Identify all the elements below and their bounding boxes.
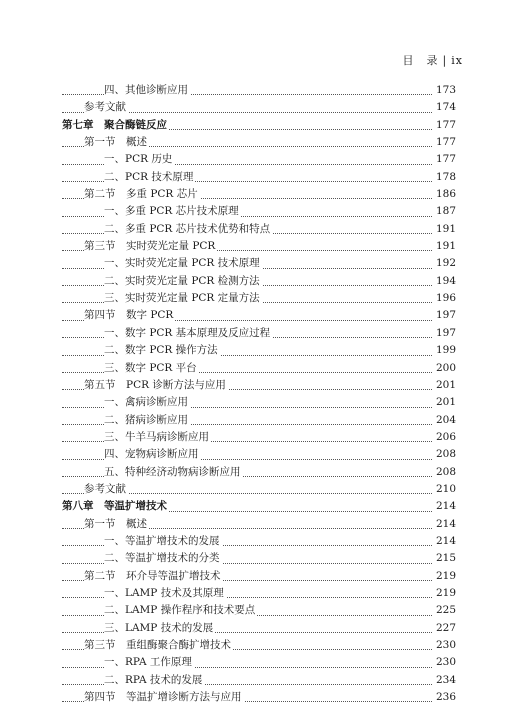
toc-entry-title: 四、其他诊断应用 bbox=[104, 82, 190, 99]
toc-entry-title: 一、等温扩增技术的发展 bbox=[104, 533, 222, 550]
toc-entry-page: 201 bbox=[435, 377, 456, 394]
toc-entry-page: 219 bbox=[435, 568, 456, 585]
toc-entry-page: 178 bbox=[435, 169, 456, 186]
toc-entry bbox=[62, 82, 456, 99]
toc-entry-page: 191 bbox=[435, 221, 456, 238]
toc-entry-page: 187 bbox=[435, 203, 456, 220]
toc-entry bbox=[62, 550, 456, 567]
toc-entry-title: 二、实时荧光定量 PCR 检测方法 bbox=[104, 273, 262, 290]
toc-entry bbox=[62, 255, 456, 272]
toc-entry-title: 一、RPA 工作原理 bbox=[104, 654, 194, 671]
toc-entry-page: 186 bbox=[435, 186, 456, 203]
toc-entry-page: 192 bbox=[435, 255, 456, 272]
toc-entry bbox=[62, 117, 456, 134]
toc-entry-page: 208 bbox=[435, 446, 456, 463]
toc-entry bbox=[62, 672, 456, 689]
toc-entry bbox=[62, 221, 456, 238]
toc-entry bbox=[62, 307, 456, 324]
toc-entry-title: 二、多重 PCR 芯片技术优势和特点 bbox=[104, 221, 272, 238]
toc-entry-title: 二、等温扩增技术的分类 bbox=[104, 550, 222, 567]
toc-entry-page: 215 bbox=[435, 550, 456, 567]
toc-entry-page: 197 bbox=[435, 307, 456, 324]
toc-entry-page: 200 bbox=[435, 360, 456, 377]
toc-entry-title: 三、实时荧光定量 PCR 定量方法 bbox=[104, 290, 262, 307]
toc-entry bbox=[62, 203, 456, 220]
toc-entry-title: 第一节 概述 bbox=[84, 516, 149, 533]
toc-entry-title: 第三节 实时荧光定量 PCR bbox=[84, 238, 217, 255]
toc-entry-page: 177 bbox=[435, 134, 456, 151]
toc-entry-page: 214 bbox=[435, 533, 456, 550]
toc-entry-page: 191 bbox=[435, 238, 456, 255]
toc-entry bbox=[62, 637, 456, 654]
toc-entry bbox=[62, 689, 456, 706]
toc-entry-title: 第四节 等温扩增诊断方法与应用 bbox=[84, 689, 244, 706]
toc-entry bbox=[62, 273, 456, 290]
toc-entry-title: 第五节 PCR 诊断方法与应用 bbox=[84, 377, 228, 394]
toc-entry-title: 一、多重 PCR 芯片技术原理 bbox=[104, 203, 241, 220]
toc-entry-title: 第三节 重组酶聚合酶扩增技术 bbox=[84, 637, 233, 654]
toc-entry-page: 199 bbox=[435, 342, 456, 359]
toc-entry-title: 二、LAMP 操作程序和技术要点 bbox=[104, 602, 257, 619]
header-title: 目 录 bbox=[402, 54, 439, 67]
toc-entry-page: 173 bbox=[435, 82, 456, 99]
toc-entry-page: 194 bbox=[435, 273, 456, 290]
toc-entry-title: 一、实时荧光定量 PCR 技术原理 bbox=[104, 255, 262, 272]
toc-entry-title: 第四节 数字 PCR bbox=[84, 307, 175, 324]
toc-entry bbox=[62, 238, 456, 255]
toc-entry bbox=[62, 360, 456, 377]
toc-entry-page: 210 bbox=[435, 481, 456, 498]
toc-entry-page: 230 bbox=[435, 654, 456, 671]
toc-entry-page: 204 bbox=[435, 412, 456, 429]
toc-entry bbox=[62, 377, 456, 394]
toc-entry-title: 第一节 概述 bbox=[84, 134, 149, 151]
toc-entry-title: 第二节 多重 PCR 芯片 bbox=[84, 186, 200, 203]
toc-entry-title: 一、PCR 历史 bbox=[104, 151, 174, 168]
toc-entry-page: 208 bbox=[435, 464, 456, 481]
toc-entry bbox=[62, 533, 456, 550]
toc-entry-page: 196 bbox=[435, 290, 456, 307]
toc-entry-title: 二、猪病诊断应用 bbox=[104, 412, 190, 429]
toc-entry-title: 三、LAMP 技术的发展 bbox=[104, 620, 215, 637]
toc-entry bbox=[62, 394, 456, 411]
toc-entry-title: 第八章 等温扩增技术 bbox=[62, 498, 169, 515]
toc-entry bbox=[62, 342, 456, 359]
toc-entry-page: 174 bbox=[435, 99, 456, 116]
toc-entry bbox=[62, 186, 456, 203]
toc-entry bbox=[62, 151, 456, 168]
toc-entry bbox=[62, 429, 456, 446]
toc-entry-title: 四、宠物病诊断应用 bbox=[104, 446, 201, 463]
toc-entry-page: 197 bbox=[435, 325, 456, 342]
toc-entry bbox=[62, 446, 456, 463]
toc-entry-page: 227 bbox=[435, 620, 456, 637]
toc-entry-title: 二、RPA 技术的发展 bbox=[104, 672, 204, 689]
header-separator: | bbox=[442, 54, 448, 67]
toc-entry-page: 177 bbox=[435, 151, 456, 168]
header-page-number: ix bbox=[451, 54, 463, 67]
toc-entry-title: 三、牛羊马病诊断应用 bbox=[104, 429, 211, 446]
toc-entry-title: 第二节 环介导等温扩增技术 bbox=[84, 568, 223, 585]
toc-entry bbox=[62, 464, 456, 481]
toc-entry bbox=[62, 602, 456, 619]
toc-entry-page: 230 bbox=[435, 637, 456, 654]
toc-entry-title: 第七章 聚合酶链反应 bbox=[62, 117, 169, 134]
toc-entry-title: 二、PCR 技术原理 bbox=[104, 169, 195, 186]
toc-entry bbox=[62, 325, 456, 342]
toc-entry-title: 五、特种经济动物病诊断应用 bbox=[104, 464, 243, 481]
toc-entry-page: 234 bbox=[435, 672, 456, 689]
toc-entry-page: 236 bbox=[435, 689, 456, 706]
toc-entry bbox=[62, 654, 456, 671]
toc-entry-title: 参考文献 bbox=[84, 481, 128, 498]
toc-entry-page: 214 bbox=[435, 498, 456, 515]
toc-entry bbox=[62, 568, 456, 585]
toc-entry bbox=[62, 290, 456, 307]
toc-entry-page: 206 bbox=[435, 429, 456, 446]
toc-entry-title: 一、LAMP 技术及其原理 bbox=[104, 585, 226, 602]
toc-entry bbox=[62, 99, 456, 116]
toc-entry-title: 三、数字 PCR 平台 bbox=[104, 360, 199, 377]
toc-entry-page: 225 bbox=[435, 602, 456, 619]
toc-entry bbox=[62, 134, 456, 151]
toc-entry-page: 219 bbox=[435, 585, 456, 602]
toc-entry bbox=[62, 481, 456, 498]
toc-entry bbox=[62, 169, 456, 186]
running-header bbox=[403, 52, 463, 68]
toc-entry-page: 201 bbox=[435, 394, 456, 411]
toc-entry bbox=[62, 585, 456, 602]
toc-entry bbox=[62, 620, 456, 637]
toc-entry bbox=[62, 412, 456, 429]
toc-entry-title: 参考文献 bbox=[84, 99, 128, 116]
toc-entry bbox=[62, 498, 456, 515]
toc-entry-title: 一、数字 PCR 基本原理及反应过程 bbox=[104, 325, 272, 342]
toc-entry bbox=[62, 516, 456, 533]
toc-entry-title: 二、数字 PCR 操作方法 bbox=[104, 342, 220, 359]
table-of-contents bbox=[62, 82, 456, 706]
toc-entry-page: 177 bbox=[435, 117, 456, 134]
toc-entry-page: 214 bbox=[435, 516, 456, 533]
toc-entry-title: 一、禽病诊断应用 bbox=[104, 394, 190, 411]
